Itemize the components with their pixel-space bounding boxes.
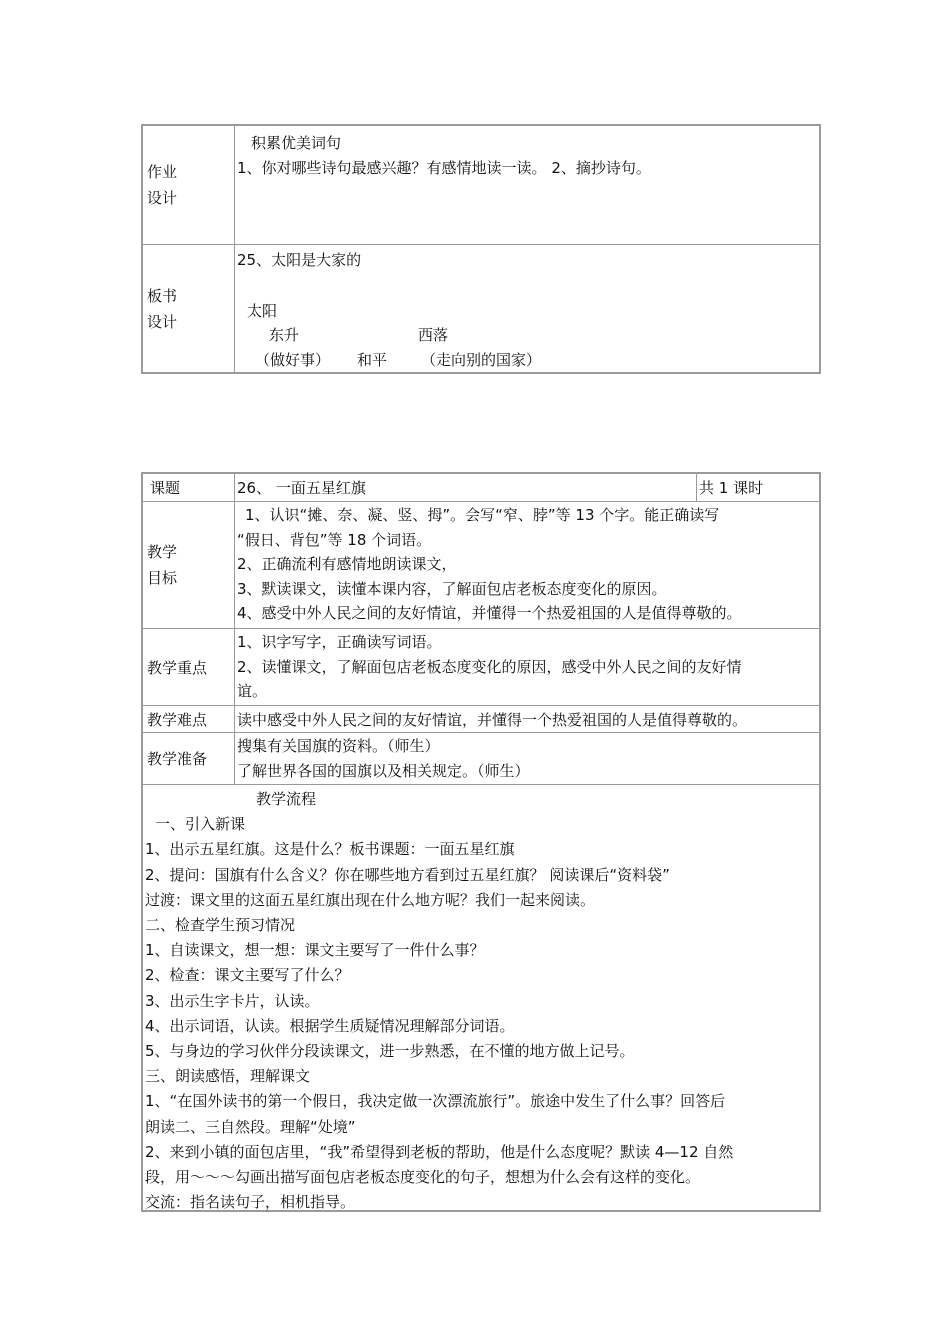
flow-title: 教学流程 <box>256 790 317 808</box>
difficulty-row <box>143 706 819 733</box>
prep-line: 搜集有关国旗的资料。（师生） <box>237 737 440 755</box>
flow-line: 一、引入新课 <box>155 815 246 834</box>
homework-label <box>143 126 235 244</box>
board-label-line: 板书 <box>147 286 178 305</box>
key-row <box>143 629 819 706</box>
goals-label-line: 目标 <box>147 569 178 587</box>
homework-content <box>235 126 819 244</box>
difficulty-value: 读中感受中外人民之间的友好情谊，并懂得一个热爱祖国的人是值得尊敬的。 <box>237 710 748 729</box>
topic-value: 26、 一面五星红旗 <box>235 474 697 501</box>
flow-line: 2、提问：国旗有什么含义？你在哪些地方看到过五星红旗？ 阅读课后“资料袋” <box>145 865 670 884</box>
goal-line: “假日、背包”等 18 个词语。 <box>237 530 432 549</box>
board-set: 西落 <box>418 326 449 345</box>
homework-label-line: 设计 <box>147 189 178 207</box>
board-peace: 和平 <box>357 350 388 369</box>
flow-line: 5、与身边的学习伙伴分段读课文，进一步熟悉，在不懂的地方做上记号。 <box>145 1042 635 1061</box>
key-line: 谊。 <box>237 682 268 701</box>
key-line: 2、读懂课文，了解面包店老板态度变化的原因，感受中外人民之间的友好情 <box>237 657 742 676</box>
flow-line: 2、检查：课文主要写了什么？ <box>145 966 350 985</box>
key-line: 1、识字写字，正确读写词语。 <box>237 633 442 651</box>
prep-line: 了解世界各国的国旗以及相关规定。（师生） <box>237 761 530 780</box>
goal-line: 4、感受中外人民之间的友好情谊，并懂得一个热爱祖国的人是值得尊敬的。 <box>237 604 742 623</box>
prep-content <box>235 733 819 784</box>
goals-label-line: 教学 <box>147 543 178 561</box>
flow-line: 过渡：课文里的这面五星红旗出现在什么地方呢？我们一起来阅读。 <box>145 890 596 909</box>
topic-label: 课题 <box>143 474 235 501</box>
homework-label-line: 作业 <box>147 163 178 181</box>
flow-line: 三、朗读感悟，理解课文 <box>145 1067 311 1086</box>
flow-line: 交流：指名读句子，相机指导。 <box>145 1193 356 1212</box>
goal-line: 2、正确流利有感情地朗读课文， <box>237 555 457 574</box>
goals-label <box>143 502 235 628</box>
board-label-line: 设计 <box>147 312 178 331</box>
board-sun: 太阳 <box>247 301 278 320</box>
board-rise: 东升 <box>269 326 300 345</box>
flow-line: 二、检查学生预习情况 <box>145 916 296 935</box>
homework-row <box>143 126 819 245</box>
board-bottom-line <box>237 348 819 373</box>
board-other-countries: （走向别的国家） <box>421 350 542 369</box>
flow-line: 2、来到小镇的面包店里，“我”希望得到老板的帮助，他是什么态度呢？默读 4—12 自然 <box>145 1142 734 1161</box>
topic-row <box>143 474 819 502</box>
board-content <box>235 245 819 372</box>
difficulty-label: 教学难点 <box>143 706 235 732</box>
board-rise-set-line <box>237 323 819 348</box>
flow-line: 朗读二、三自然段。理解“处境” <box>145 1117 356 1136</box>
homework-board-table <box>141 124 821 374</box>
homework-line: 积累优美词句 <box>251 134 342 152</box>
goal-line: 3、默读课文，读懂本课内容，了解面包店老板态度变化的原因。 <box>237 579 667 598</box>
homework-line: 1、你对哪些诗句最感兴趣？有感情地读一读。 2、摘抄诗句。 <box>237 158 651 177</box>
goals-content <box>235 502 819 628</box>
flow-line: 1、自读课文，想一想：课文主要写了一件什么事？ <box>145 941 485 960</box>
flow-line: 4、出示词语，认读。根据学生质疑情况理解部分词语。 <box>145 1016 515 1035</box>
hours-value: 共 1 课时 <box>699 479 764 497</box>
goals-row <box>143 502 819 629</box>
key-content <box>235 629 819 705</box>
flow-line: 段，用～～～勾画出描写面包店老板态度变化的句子，想想为什么会有这样的变化。 <box>145 1168 701 1187</box>
board-title: 25、太阳是大家的 <box>237 251 362 269</box>
board-row <box>143 245 819 372</box>
prep-label: 教学准备 <box>143 733 235 784</box>
board-good-deeds: （做好事） <box>255 350 331 369</box>
flow-line: 3、出示生字卡片，认读。 <box>145 991 320 1010</box>
flow-line: 1、“在国外读书的第一个假日，我决定做一次漂流旅行”。旅途中发生了什么事？回答后 <box>145 1092 726 1111</box>
prep-row <box>143 733 819 785</box>
key-label: 教学重点 <box>143 629 235 705</box>
flow-line: 1、出示五星红旗。这是什么？板书课题：一面五星红旗 <box>145 840 515 859</box>
flow-section <box>143 785 819 1210</box>
goal-line: 1、认识“摊、奈、凝、竖、拇”。会写“窄、脖”等 13 个字。能正确读写 <box>245 506 720 524</box>
board-label <box>143 245 235 372</box>
lesson-table <box>141 472 821 1212</box>
